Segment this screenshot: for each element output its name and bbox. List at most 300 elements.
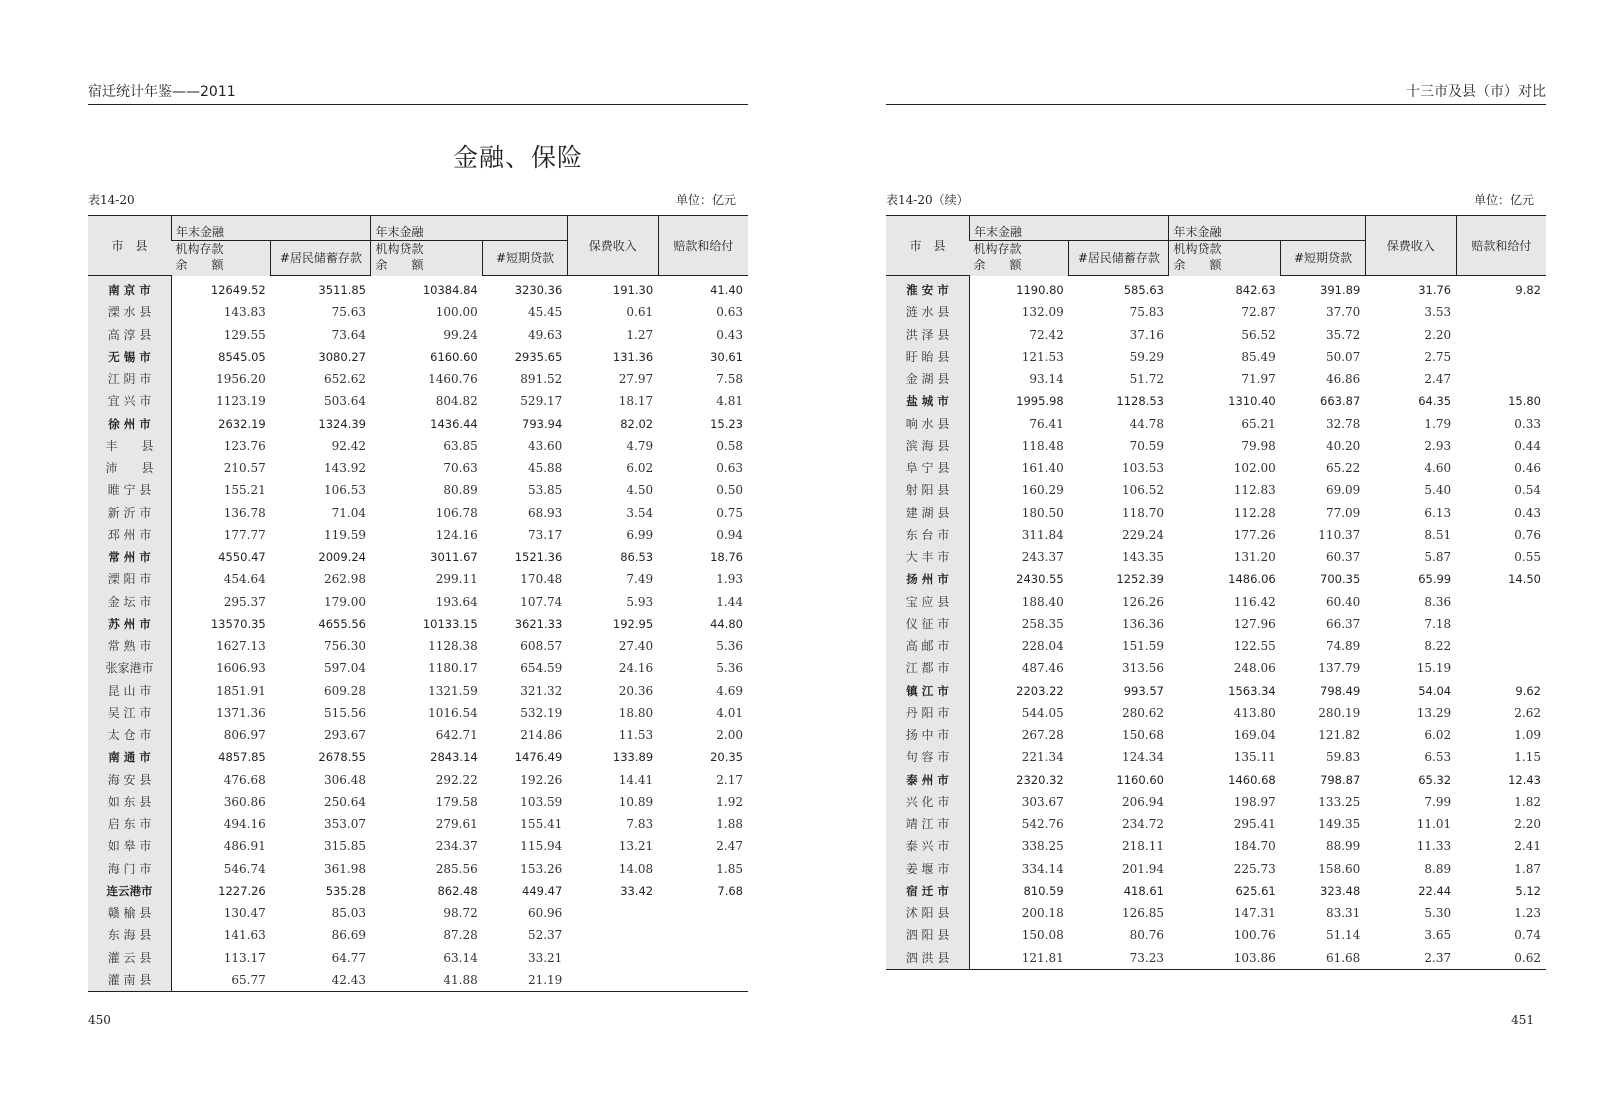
cell-savings: 37.16 — [1129, 327, 1164, 342]
cell-deposits: 2632.19 — [218, 416, 266, 431]
county-row — [88, 524, 748, 546]
cell-loans: 625.61 — [1235, 883, 1276, 898]
cell-loans: 131.20 — [1233, 550, 1276, 565]
cell-deposits: 136.78 — [223, 505, 266, 520]
county-row — [886, 813, 1546, 835]
cell-deposits: 338.25 — [1021, 839, 1064, 854]
cell-savings: 118.70 — [1121, 505, 1164, 520]
county-row — [886, 301, 1546, 323]
cell-loans: 1310.40 — [1228, 394, 1276, 409]
cell-name: 江 阴 市 — [88, 368, 172, 390]
cell-short-loans: 83.31 — [1325, 906, 1361, 921]
cell-premium — [567, 924, 658, 946]
cell-savings: 70.59 — [1129, 438, 1164, 453]
cell-premium: 8.36 — [1424, 594, 1452, 609]
cell-short-loans: 1476.49 — [514, 750, 563, 765]
cell-claims: 30.61 — [710, 349, 743, 364]
cell-deposits: 160.29 — [1021, 483, 1064, 498]
cell-deposits: 12649.52 — [210, 282, 266, 297]
cell-loans: 1016.54 — [428, 705, 478, 720]
cell-name: 姜 堰 市 — [886, 858, 970, 880]
cell-name: 东 海 县 — [88, 924, 172, 946]
city-row — [886, 568, 1546, 590]
cell-deposits: 228.04 — [1021, 639, 1064, 654]
cell-premium: 27.97 — [618, 372, 654, 387]
city-row — [88, 346, 748, 368]
cell-savings: 503.64 — [323, 394, 366, 409]
cell-loans: 56.52 — [1241, 327, 1276, 342]
cell-loans: 87.28 — [443, 928, 478, 943]
cell-claims — [658, 947, 748, 969]
cell-name: 泰 州 市 — [886, 769, 970, 791]
cell-short-loans: 170.48 — [520, 572, 563, 587]
cell-claims: 1.15 — [1514, 750, 1541, 765]
cell-claims: 0.44 — [1514, 438, 1541, 453]
cell-deposits: 267.28 — [1021, 728, 1064, 743]
cell-premium: 6.02 — [1424, 728, 1452, 743]
cell-savings: 124.34 — [1121, 750, 1164, 765]
cell-savings: 756.30 — [323, 639, 366, 654]
cell-savings: 59.29 — [1129, 349, 1164, 364]
table-label: 表14-20 — [88, 193, 135, 207]
county-row — [886, 368, 1546, 390]
cell-premium: 8.51 — [1424, 527, 1452, 542]
cell-deposits: 161.40 — [1021, 461, 1064, 476]
cell-short-loans: 37.70 — [1325, 305, 1361, 320]
col-header-region: 市 县 — [88, 216, 172, 276]
cell-short-loans: 115.94 — [520, 839, 563, 854]
cell-claims: 0.43 — [1514, 505, 1541, 520]
cell-loans: 63.85 — [443, 438, 478, 453]
cell-loans: 177.26 — [1233, 527, 1276, 542]
county-row — [88, 591, 748, 613]
cell-premium: 191.30 — [612, 283, 654, 298]
cell-short-loans: 33.21 — [527, 950, 563, 965]
col-header-claims: 赔款和给付 — [1456, 216, 1546, 276]
cell-claims: 41.40 — [710, 283, 743, 298]
cell-name: 射 阳 县 — [886, 479, 970, 501]
cell-premium: 7.83 — [626, 817, 654, 832]
cell-name: 建 湖 县 — [886, 502, 970, 524]
cell-loans: 99.24 — [443, 327, 478, 342]
cell-premium: 6.99 — [626, 527, 654, 542]
county-row — [886, 791, 1546, 813]
cell-loans: 299.11 — [435, 572, 478, 587]
cell-deposits: 129.55 — [223, 327, 266, 342]
cell-savings: 1160.60 — [1116, 772, 1164, 787]
cell-premium: 0.61 — [626, 305, 654, 320]
cell-loans: 1321.59 — [428, 683, 478, 698]
city-row — [88, 880, 748, 902]
cell-premium: 82.02 — [620, 416, 654, 431]
cell-name: 宿 迁 市 — [886, 880, 970, 902]
cell-deposits: 1995.98 — [1016, 394, 1064, 409]
cell-loans: 112.83 — [1233, 483, 1276, 498]
col-header-savings: #居民储蓄存款 — [1069, 241, 1169, 276]
cell-savings: 293.67 — [323, 728, 366, 743]
cell-short-loans: 1521.36 — [514, 550, 563, 565]
cell-claims — [1456, 368, 1546, 390]
county-row — [886, 502, 1546, 524]
county-row — [886, 591, 1546, 613]
cell-claims: 2.00 — [716, 728, 743, 743]
cell-name: 昆 山 市 — [88, 680, 172, 702]
cell-claims: 4.01 — [716, 705, 743, 720]
cell-name: 苏 州 市 — [88, 613, 172, 635]
cell-deposits: 334.14 — [1021, 861, 1064, 876]
cell-premium: 7.49 — [626, 572, 654, 587]
county-row — [88, 769, 748, 791]
col-header-short-loans: #短期贷款 — [483, 241, 568, 276]
cell-premium: 3.53 — [1424, 305, 1452, 320]
cell-deposits: 2430.55 — [1016, 572, 1064, 587]
cell-loans: 1436.44 — [430, 416, 478, 431]
col-header-loans: 年末金融 — [1169, 216, 1281, 241]
cell-claims: 1.93 — [716, 572, 743, 587]
cell-deposits: 4857.85 — [218, 750, 266, 765]
cell-claims: 0.74 — [1514, 928, 1541, 943]
cell-loans: 1486.06 — [1228, 572, 1276, 587]
cell-name: 靖 江 市 — [886, 813, 970, 835]
cell-short-loans: 52.37 — [527, 928, 563, 943]
right-page — [886, 0, 1546, 1099]
cell-claims: 18.76 — [710, 550, 743, 565]
county-row — [886, 435, 1546, 457]
cell-short-loans: 51.14 — [1325, 928, 1361, 943]
cell-premium: 10.89 — [618, 794, 654, 809]
cell-deposits: 544.05 — [1021, 705, 1064, 720]
cell-premium — [567, 902, 658, 924]
cell-loans: 98.72 — [443, 906, 478, 921]
cell-loans: 179.58 — [435, 794, 478, 809]
cell-short-loans: 88.99 — [1325, 839, 1361, 854]
cell-claims: 0.55 — [1514, 550, 1541, 565]
cell-claims: 12.43 — [1508, 772, 1541, 787]
cell-short-loans: 21.19 — [527, 972, 563, 987]
cell-loans: 70.63 — [443, 461, 478, 476]
cell-savings: 86.69 — [331, 928, 366, 943]
cell-loans: 1460.68 — [1228, 772, 1276, 787]
cell-short-loans: 700.35 — [1320, 572, 1361, 587]
cell-loans: 1180.17 — [428, 661, 478, 676]
cell-loans: 72.87 — [1241, 305, 1276, 320]
cell-name: 盐 城 市 — [886, 390, 970, 412]
col-header-loans-balance: 机构贷款 余 额 — [1169, 241, 1281, 276]
cell-short-loans: 65.22 — [1325, 461, 1361, 476]
cell-name: 沛 县 — [88, 457, 172, 479]
cell-loans: 124.16 — [435, 527, 478, 542]
city-row — [88, 276, 748, 302]
cell-deposits: 72.42 — [1029, 327, 1064, 342]
county-row — [88, 858, 748, 880]
cell-deposits: 200.18 — [1021, 906, 1064, 921]
col-header-loans: 年末金融 — [371, 216, 483, 241]
cell-claims: 14.50 — [1508, 572, 1541, 587]
cell-short-loans: 110.37 — [1318, 527, 1361, 542]
cell-loans: 279.61 — [435, 817, 478, 832]
cell-name: 东 台 市 — [886, 524, 970, 546]
cell-premium: 20.36 — [618, 683, 654, 698]
cell-premium — [567, 969, 658, 992]
county-row — [88, 813, 748, 835]
cell-name: 扬 中 市 — [886, 724, 970, 746]
cell-savings: 64.77 — [331, 950, 366, 965]
cell-claims: 1.85 — [716, 861, 743, 876]
cell-premium: 13.29 — [1416, 705, 1452, 720]
cell-deposits: 1123.19 — [216, 394, 266, 409]
cell-claims: 2.20 — [1514, 817, 1541, 832]
cell-deposits: 155.21 — [223, 483, 266, 498]
cell-name: 灌 云 县 — [88, 947, 172, 969]
col-header-loans-balance: 机构贷款 余 额 — [371, 241, 483, 276]
cell-short-loans: 61.68 — [1325, 950, 1361, 965]
cell-claims: 0.50 — [716, 483, 743, 498]
col-header-deposits: 年末金融 — [172, 216, 271, 241]
cell-deposits: 210.57 — [223, 461, 266, 476]
cell-short-loans: 43.60 — [527, 438, 563, 453]
cell-premium: 65.32 — [1418, 772, 1452, 787]
cell-name: 如 皋 市 — [88, 835, 172, 857]
cell-name: 连云港市 — [88, 880, 172, 902]
cell-loans: 10384.84 — [422, 282, 478, 297]
cell-loans: 63.14 — [443, 950, 478, 965]
cell-savings: 418.61 — [1123, 883, 1164, 898]
cell-short-loans: 74.89 — [1325, 639, 1361, 654]
cell-loans: 112.28 — [1233, 505, 1276, 520]
cell-premium: 6.13 — [1424, 505, 1452, 520]
cell-claims: 0.75 — [716, 505, 743, 520]
cell-short-loans: 608.57 — [520, 639, 563, 654]
cell-savings: 361.98 — [323, 861, 366, 876]
cell-deposits: 143.83 — [223, 305, 266, 320]
cell-savings: 73.23 — [1129, 950, 1164, 965]
cell-deposits: 177.77 — [223, 527, 266, 542]
cell-name: 吴 江 市 — [88, 702, 172, 724]
cell-claims: 5.36 — [716, 639, 743, 654]
cell-premium: 2.37 — [1424, 950, 1452, 965]
cell-premium: 6.53 — [1424, 750, 1452, 765]
page-number: 451 — [1511, 1013, 1534, 1027]
cell-short-loans: 45.88 — [527, 461, 563, 476]
col-header-deposits-balance: 机构存款 余 额 — [970, 241, 1069, 276]
cell-savings: 126.85 — [1121, 906, 1164, 921]
cell-short-loans: 49.63 — [527, 327, 563, 342]
cell-savings: 179.00 — [323, 594, 366, 609]
cell-premium: 11.01 — [1416, 817, 1452, 832]
cell-premium: 4.50 — [626, 483, 654, 498]
county-row — [886, 546, 1546, 568]
county-row — [88, 435, 748, 457]
cell-claims: 1.09 — [1514, 728, 1541, 743]
cell-loans: 413.80 — [1233, 705, 1276, 720]
page-number: 450 — [88, 1013, 111, 1027]
cell-claims: 0.33 — [1514, 416, 1541, 431]
cell-loans: 6160.60 — [430, 349, 478, 364]
cell-savings: 80.76 — [1129, 928, 1164, 943]
cell-name: 响 水 县 — [886, 413, 970, 435]
cell-claims: 7.58 — [716, 372, 743, 387]
cell-premium: 1.27 — [626, 327, 654, 342]
cell-savings: 3511.85 — [318, 283, 366, 298]
cell-loans: 1128.38 — [428, 639, 478, 654]
cell-loans: 2843.14 — [430, 750, 478, 765]
cell-name: 泗 洪 县 — [886, 947, 970, 970]
cell-short-loans: 663.87 — [1320, 394, 1361, 409]
cell-deposits: 806.97 — [223, 728, 266, 743]
cell-claims: 0.43 — [716, 327, 743, 342]
cell-short-loans: 68.93 — [527, 505, 563, 520]
cell-savings: 229.24 — [1121, 527, 1164, 542]
cell-premium: 18.80 — [618, 705, 654, 720]
cell-deposits: 188.40 — [1021, 594, 1064, 609]
cell-savings: 306.48 — [323, 772, 366, 787]
cell-premium: 24.16 — [618, 661, 654, 676]
col-header-claims: 赔款和给付 — [658, 216, 748, 276]
cell-deposits: 76.41 — [1029, 416, 1064, 431]
cell-loans: 642.71 — [435, 728, 478, 743]
cell-loans: 127.96 — [1233, 616, 1276, 631]
cell-savings: 119.59 — [323, 527, 366, 542]
cell-claims — [1456, 324, 1546, 346]
cell-deposits: 1627.13 — [216, 639, 266, 654]
cell-loans: 135.11 — [1233, 750, 1276, 765]
county-row — [886, 457, 1546, 479]
county-row — [886, 413, 1546, 435]
county-row — [886, 324, 1546, 346]
cell-short-loans: 40.20 — [1325, 438, 1361, 453]
county-row — [886, 657, 1546, 679]
cell-claims: 0.63 — [716, 461, 743, 476]
cell-deposits: 486.91 — [223, 839, 266, 854]
cell-name: 无 锡 市 — [88, 346, 172, 368]
cell-deposits: 360.86 — [223, 794, 266, 809]
cell-name: 洪 泽 县 — [886, 324, 970, 346]
cell-claims: 5.12 — [1515, 883, 1541, 898]
cell-name: 盱 眙 县 — [886, 346, 970, 368]
cell-short-loans: 449.47 — [522, 883, 563, 898]
city-row — [88, 746, 748, 768]
cell-savings: 150.68 — [1121, 728, 1164, 743]
cell-name: 宜 兴 市 — [88, 390, 172, 412]
county-row — [886, 702, 1546, 724]
cell-savings: 44.78 — [1129, 416, 1164, 431]
cell-premium: 14.41 — [618, 772, 654, 787]
county-row — [886, 524, 1546, 546]
cell-savings: 1252.39 — [1116, 572, 1164, 587]
cell-loans: 100.76 — [1233, 928, 1276, 943]
cell-savings: 1324.39 — [318, 416, 366, 431]
cell-claims: 2.41 — [1514, 839, 1541, 854]
cell-deposits: 121.81 — [1021, 950, 1064, 965]
cell-short-loans: 107.74 — [520, 594, 563, 609]
cell-premium: 3.54 — [626, 505, 654, 520]
cell-savings: 2009.24 — [318, 550, 366, 565]
cell-deposits: 295.37 — [223, 594, 266, 609]
county-row — [88, 301, 748, 323]
cell-deposits: 132.09 — [1021, 305, 1064, 320]
cell-savings: 75.83 — [1129, 305, 1164, 320]
cell-name: 海 安 县 — [88, 769, 172, 791]
cell-premium — [567, 947, 658, 969]
cell-savings: 4655.56 — [318, 616, 366, 631]
cell-loans: 295.41 — [1233, 817, 1276, 832]
cell-loans: 79.98 — [1241, 438, 1276, 453]
cell-loans: 147.31 — [1233, 906, 1276, 921]
cell-deposits: 1371.36 — [216, 705, 266, 720]
cell-savings: 136.36 — [1121, 616, 1164, 631]
cell-name: 溧 阳 市 — [88, 568, 172, 590]
county-row — [88, 835, 748, 857]
cell-savings: 71.04 — [331, 505, 366, 520]
cell-claims: 0.94 — [716, 527, 743, 542]
city-row — [886, 276, 1546, 302]
cell-name: 太 仓 市 — [88, 724, 172, 746]
cell-name: 南 京 市 — [88, 276, 172, 302]
cell-savings: 126.26 — [1121, 594, 1164, 609]
cell-savings: 262.98 — [323, 572, 366, 587]
county-row — [88, 947, 748, 969]
cell-name: 金 坛 市 — [88, 591, 172, 613]
cell-loans: 193.64 — [435, 594, 478, 609]
cell-short-loans: 46.86 — [1325, 372, 1361, 387]
cell-savings: 103.53 — [1121, 461, 1164, 476]
cell-claims: 0.62 — [1514, 950, 1541, 965]
cell-short-loans: 158.60 — [1318, 861, 1361, 876]
cell-name: 徐 州 市 — [88, 413, 172, 435]
cell-savings: 75.63 — [331, 305, 366, 320]
cell-claims: 0.54 — [1514, 483, 1541, 498]
county-row — [88, 902, 748, 924]
cell-premium: 131.36 — [612, 349, 654, 364]
cell-loans: 10133.15 — [422, 616, 478, 631]
cell-claims — [658, 969, 748, 992]
cell-premium: 18.17 — [618, 394, 654, 409]
cell-premium: 2.20 — [1424, 327, 1452, 342]
cell-name: 常 熟 市 — [88, 635, 172, 657]
cell-claims: 4.81 — [716, 394, 743, 409]
cell-loans: 1563.34 — [1228, 683, 1276, 698]
cell-premium: 6.02 — [626, 461, 654, 476]
cell-name: 常 州 市 — [88, 546, 172, 568]
cell-premium: 8.22 — [1424, 639, 1452, 654]
cell-savings: 1128.53 — [1116, 394, 1164, 409]
cell-deposits: 494.16 — [223, 817, 266, 832]
county-row — [88, 479, 748, 501]
cell-name: 阜 宁 县 — [886, 457, 970, 479]
cell-premium: 27.40 — [618, 639, 654, 654]
cell-claims: 2.62 — [1514, 705, 1541, 720]
cell-deposits: 93.14 — [1029, 372, 1064, 387]
cell-deposits: 221.34 — [1021, 750, 1064, 765]
yearbook-title: 宿迁统计年鉴——2011 — [88, 84, 236, 100]
cell-short-loans: 60.37 — [1325, 550, 1361, 565]
col-header-premium: 保费收入 — [1365, 216, 1456, 276]
col-header-deposits-balance: 机构存款 余 额 — [172, 241, 271, 276]
cell-short-loans: 77.09 — [1325, 505, 1361, 520]
cell-deposits: 13570.35 — [210, 616, 266, 631]
cell-name: 淮 安 市 — [886, 276, 970, 302]
cell-short-loans: 153.26 — [520, 861, 563, 876]
county-row — [88, 368, 748, 390]
cell-loans: 65.21 — [1241, 416, 1276, 431]
cell-premium: 14.08 — [618, 861, 654, 876]
cell-loans: 804.82 — [435, 394, 478, 409]
cell-claims — [1456, 346, 1546, 368]
col-header-premium: 保费收入 — [567, 216, 658, 276]
cell-short-loans: 798.49 — [1320, 683, 1361, 698]
cell-premium: 5.87 — [1424, 550, 1452, 565]
finance-insurance-table-continued — [886, 215, 1546, 970]
